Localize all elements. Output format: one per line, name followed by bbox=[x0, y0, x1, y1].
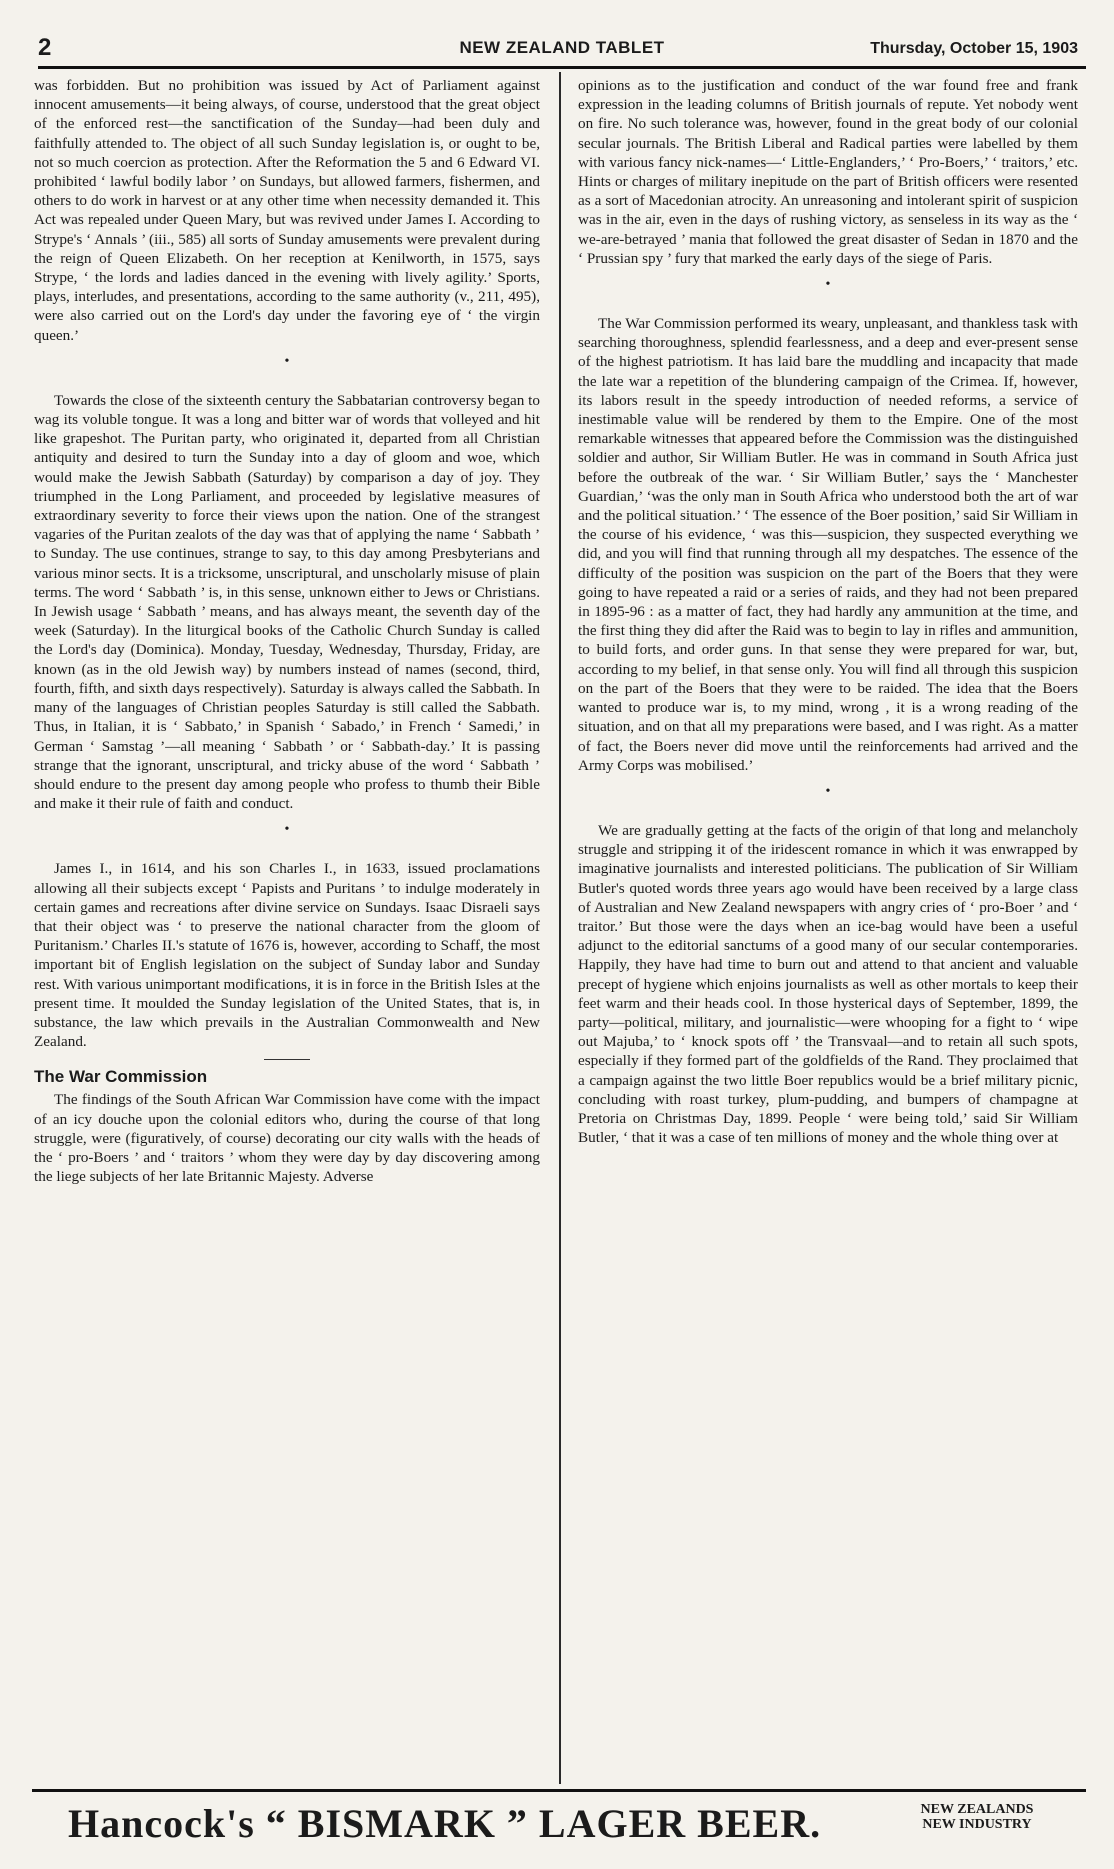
right-column bbox=[578, 76, 1078, 1776]
section-separator: • bbox=[284, 822, 290, 838]
issue-date: Thursday, October 15, 1903 bbox=[870, 40, 1078, 57]
article-paragraph: opinions as to the justification and conduct of the war found free and frank expression in the leading columns of British journals of repute. Yet nobody went on fire. No such tolerance was, however, found in the great body of our colonial secular journals. The British Liberal and Radical parties were labelled by them with various fancy nick-names—‘ Little-Englanders,’ ‘ Pro-Boers,’ ‘ traitors,’ etc. Hints or charges of military inepitude on the part of British officers were resented as a sort of Macedonian atrocity. An unreasoning and intolerant spirit of suspicion was in the air, even in the days of rushing victory, as senseless in its way as the ‘ we-are-betrayed ’ mania that followed the great disaster of Sedan in 1870 and the ‘ Prussian spy ’ fury that marked the early days of the siege of Paris. bbox=[578, 77, 1078, 267]
article-paragraph: The findings of the South African War Commission have come with the impact of an icy douche upon the colonial editors who, during the course of that long struggle, were (figuratively, of course) decorating our city walls with the heads of the ‘ pro-Boers ’ and ‘ traitors ’ whom they were day by day discovering among the liege subjects of her late Britannic Majesty. Adverse bbox=[34, 1091, 540, 1186]
masthead bbox=[38, 30, 1086, 69]
footer-advertisement bbox=[32, 1796, 1086, 1856]
article-paragraph: The War Commission performed its weary, unpleasant, and thankless task with searching thoroughness, splendid fearlessness, and a deep and ever-present sense of the highest patriotism. It has laid bare the muddling and incapacity that made the late war a repetition of the blundering campaign of the Crimea. If, however, its labors result in the speedy introduction of needed reforms, a service of inestimable value will be rendered by them to the Empire. One of the most remarkable witnesses that appeared before the Commission was the distinguished soldier and author, Sir William Butler. He was in command in South Africa just before the outbreak of the war. ‘ Sir William Butler,’ says the ‘ Manchester Guardian,’ ‘was the only man in South Africa who understood both the art of war and the political situation.’ ‘ The essence of the Boer position,’ said Sir William in the course of his evidence, ‘ was this—suspicion, they suspected everything we did, and you will find that running through all my despatches. The essence of the difficulty of the position was suspicion on the part of the Boers that they were going to have repeated a raid or a series of raids, and they had not been prepared in 1895-96 : as a matter of fact, they had hardly any ammunition at the time, and the first thing they did after the Raid was to begin to lay in rifles and ammunition, to build forts, and order guns. In that sense they were prepared for war, but, according to my belief, in that sense only. You will find all through this suspicion on the part of the Boers that they were to be raided. The idea that the Boers wanted to produce war is, to my mind, wrong , it is a wrong reading of the situation, and on that all my preparations were based, and I was right. As a matter of fact, the Boers never did move until the reinforcements had arrived and the Army Corps was mobilised.’ bbox=[578, 315, 1078, 774]
page-number: 2 bbox=[38, 34, 52, 61]
beer-advertisement: Hancock's “ BISMARK ” LAGER BEER. bbox=[68, 1801, 822, 1846]
section-separator: • bbox=[825, 277, 831, 293]
article-paragraph: was forbidden. But no prohibition was issued by Act of Parliament against innocent amusements—it being always, of course, understood that the great object of the enforced rest—the sanctification of the Sunday—had been duly and faithfully attended to. The object of all such Sunday legislation is, or ought to be, not so much coercion as protection. After the Reformation the 5 and 6 Edward VI. prohibited ‘ lawful bodily labor ’ on Sundays, but allowed farmers, fishermen, and others to do work in harvest or at any other time when necessity demanded it. This Act was repealed under Queen Mary, but was revived under James I. According to Strype's ‘ Annals ’ (iii., 585) all sorts of Sunday amusements were prevalent during the reign of Queen Elizabeth. On her reception at Kenilworth, in 1575, says Strype, ‘ the lords and ladies danced in the evening with lively agility.’ Sports, plays, interludes, and presentations, according to the same authority (v., 211, 495), were also carried out on the Lord's day under the favoring eye of ‘ the virgin queen.’ bbox=[34, 77, 540, 344]
article-paragraph: James I., in 1614, and his son Charles I., in 1633, issued proclamations allowing all their subjects except ‘ Papists and Puritans ’ to indulge moderately in certain games and recreations after divine service on Sundays. Isaac Disraeli says that their object was ‘ to preserve the national character from the gloom of Puritanism.’ Charles II.'s statute of 1676 is, however, according to Schaff, the most important bit of English legislation on the subject of Sunday labor and Sunday rest. With various unimportant modifications, it is in force in the British Isles at the present time. It moulded the Sunday legislation of the United States, that is, in substance, the law which prevails in the Australian Commonwealth and New Zealand. bbox=[34, 860, 540, 1051]
tagline-line-2: NEW INDUSTRY bbox=[922, 1817, 1032, 1832]
section-heading: The War Commission bbox=[34, 1067, 208, 1087]
left-column bbox=[34, 76, 540, 1776]
tagline-line-1: NEW ZEALANDS bbox=[920, 1802, 1034, 1817]
footer-rule bbox=[32, 1789, 1086, 1792]
footer-tagline bbox=[912, 1802, 1042, 1832]
section-separator: • bbox=[825, 783, 831, 799]
column-divider bbox=[559, 72, 561, 1784]
article-paragraph: Towards the close of the sixteenth century the Sabbatarian controversy began to wag its voluble tongue. It was a long and bitter war of words that volleyed and hit like grapeshot. The Puritan party, who originated it, departed from all Christian antiquity and desired to turn the Sunday into a day of gloom and woe, which would make the Jewish Sabbath (Saturday) by comparison a day of joy. They triumphed in the Long Parliament, and proceeded by legislative measures of extraordinary severity to force their views upon the nation. One of the strangest vagaries of the Puritan zealots of the day was that of applying the name ‘ Sabbath ’ to Sunday. The use continues, strange to say, to this day among Presbyterians and various minor sects. It is a tricksome, unscriptural, and unscholarly misuse of plain terms. The word ‘ Sabbath ’ is, in this sense, unknown either to Jews or Christians. In Jewish usage ‘ Sabbath ’ means, and has always meant, the seventh day of the week (Saturday). In the liturgical books of the Catholic Church Sunday is called the Lord's day (Dominica). Monday, Tuesday, Wednesday, Thursday, Friday, are known (as in the old Jewish way) by numbers instead of names (second, third, fourth, fifth, and sixth days respectively). Saturday is always called the Sabbath. In many of the languages of Christian peoples Saturday is still called the Sabbath. Thus, in Italian, it is ‘ Sabbato,’ in Spanish ‘ Sabado,’ in French ‘ Samedi,’ in German ‘ Samstag ’—all meaning ‘ Sabbath ’ or ‘ Sabbath-day.’ It is passing strange that the ignorant, unscriptural, and tricky abuse of the word ‘ Sabbath ’ should endure to the present day among people who profess to thumb their Bible and make it their rule of faith and conduct. bbox=[34, 391, 540, 813]
divider bbox=[264, 1059, 310, 1060]
newspaper-title: NEW ZEALAND TABLET bbox=[459, 38, 665, 57]
section-separator: • bbox=[284, 353, 290, 369]
article-paragraph: We are gradually getting at the facts of the origin of that long and melancholy struggle and stripping it of the iridescent romance in which it was enwrapped by imaginative journalists and interested politicians. The publication of Sir William Butler's quoted words three years ago would have been received by a large class of Australian and New Zealand newspapers with angry cries of ‘ pro-Boer ’ and ‘ traitor.’ But those were the days when an ice-bag would have been a useful adjunct to the editorial sanctums of a good many of our secular contemporaries. Happily, they have had time to burn out and attend to that ancient and valuable precept of hygiene which enjoins journalists as well as other mortals to keep their feet warm and their heads cool. In those hysterical days of September, 1899, the party—political, military, and journalistic—were whooping for a fight to ‘ wipe out Majuba,’ to ‘ knock spots off ’ the Transvaal—and to retain all such spots, especially if they formed part of the goldfields of the Rand. They proclaimed that a campaign against the two little Boer republics would be a brief military picnic, concluding with roast turkey, plum-pudding, and bumpers of champagne at Pretoria on Christmas Day, 1899. People ‘ were being told,’ said Sir William Butler, ‘ that it was a case of ten millions of money and the whole thing over at bbox=[578, 821, 1078, 1147]
